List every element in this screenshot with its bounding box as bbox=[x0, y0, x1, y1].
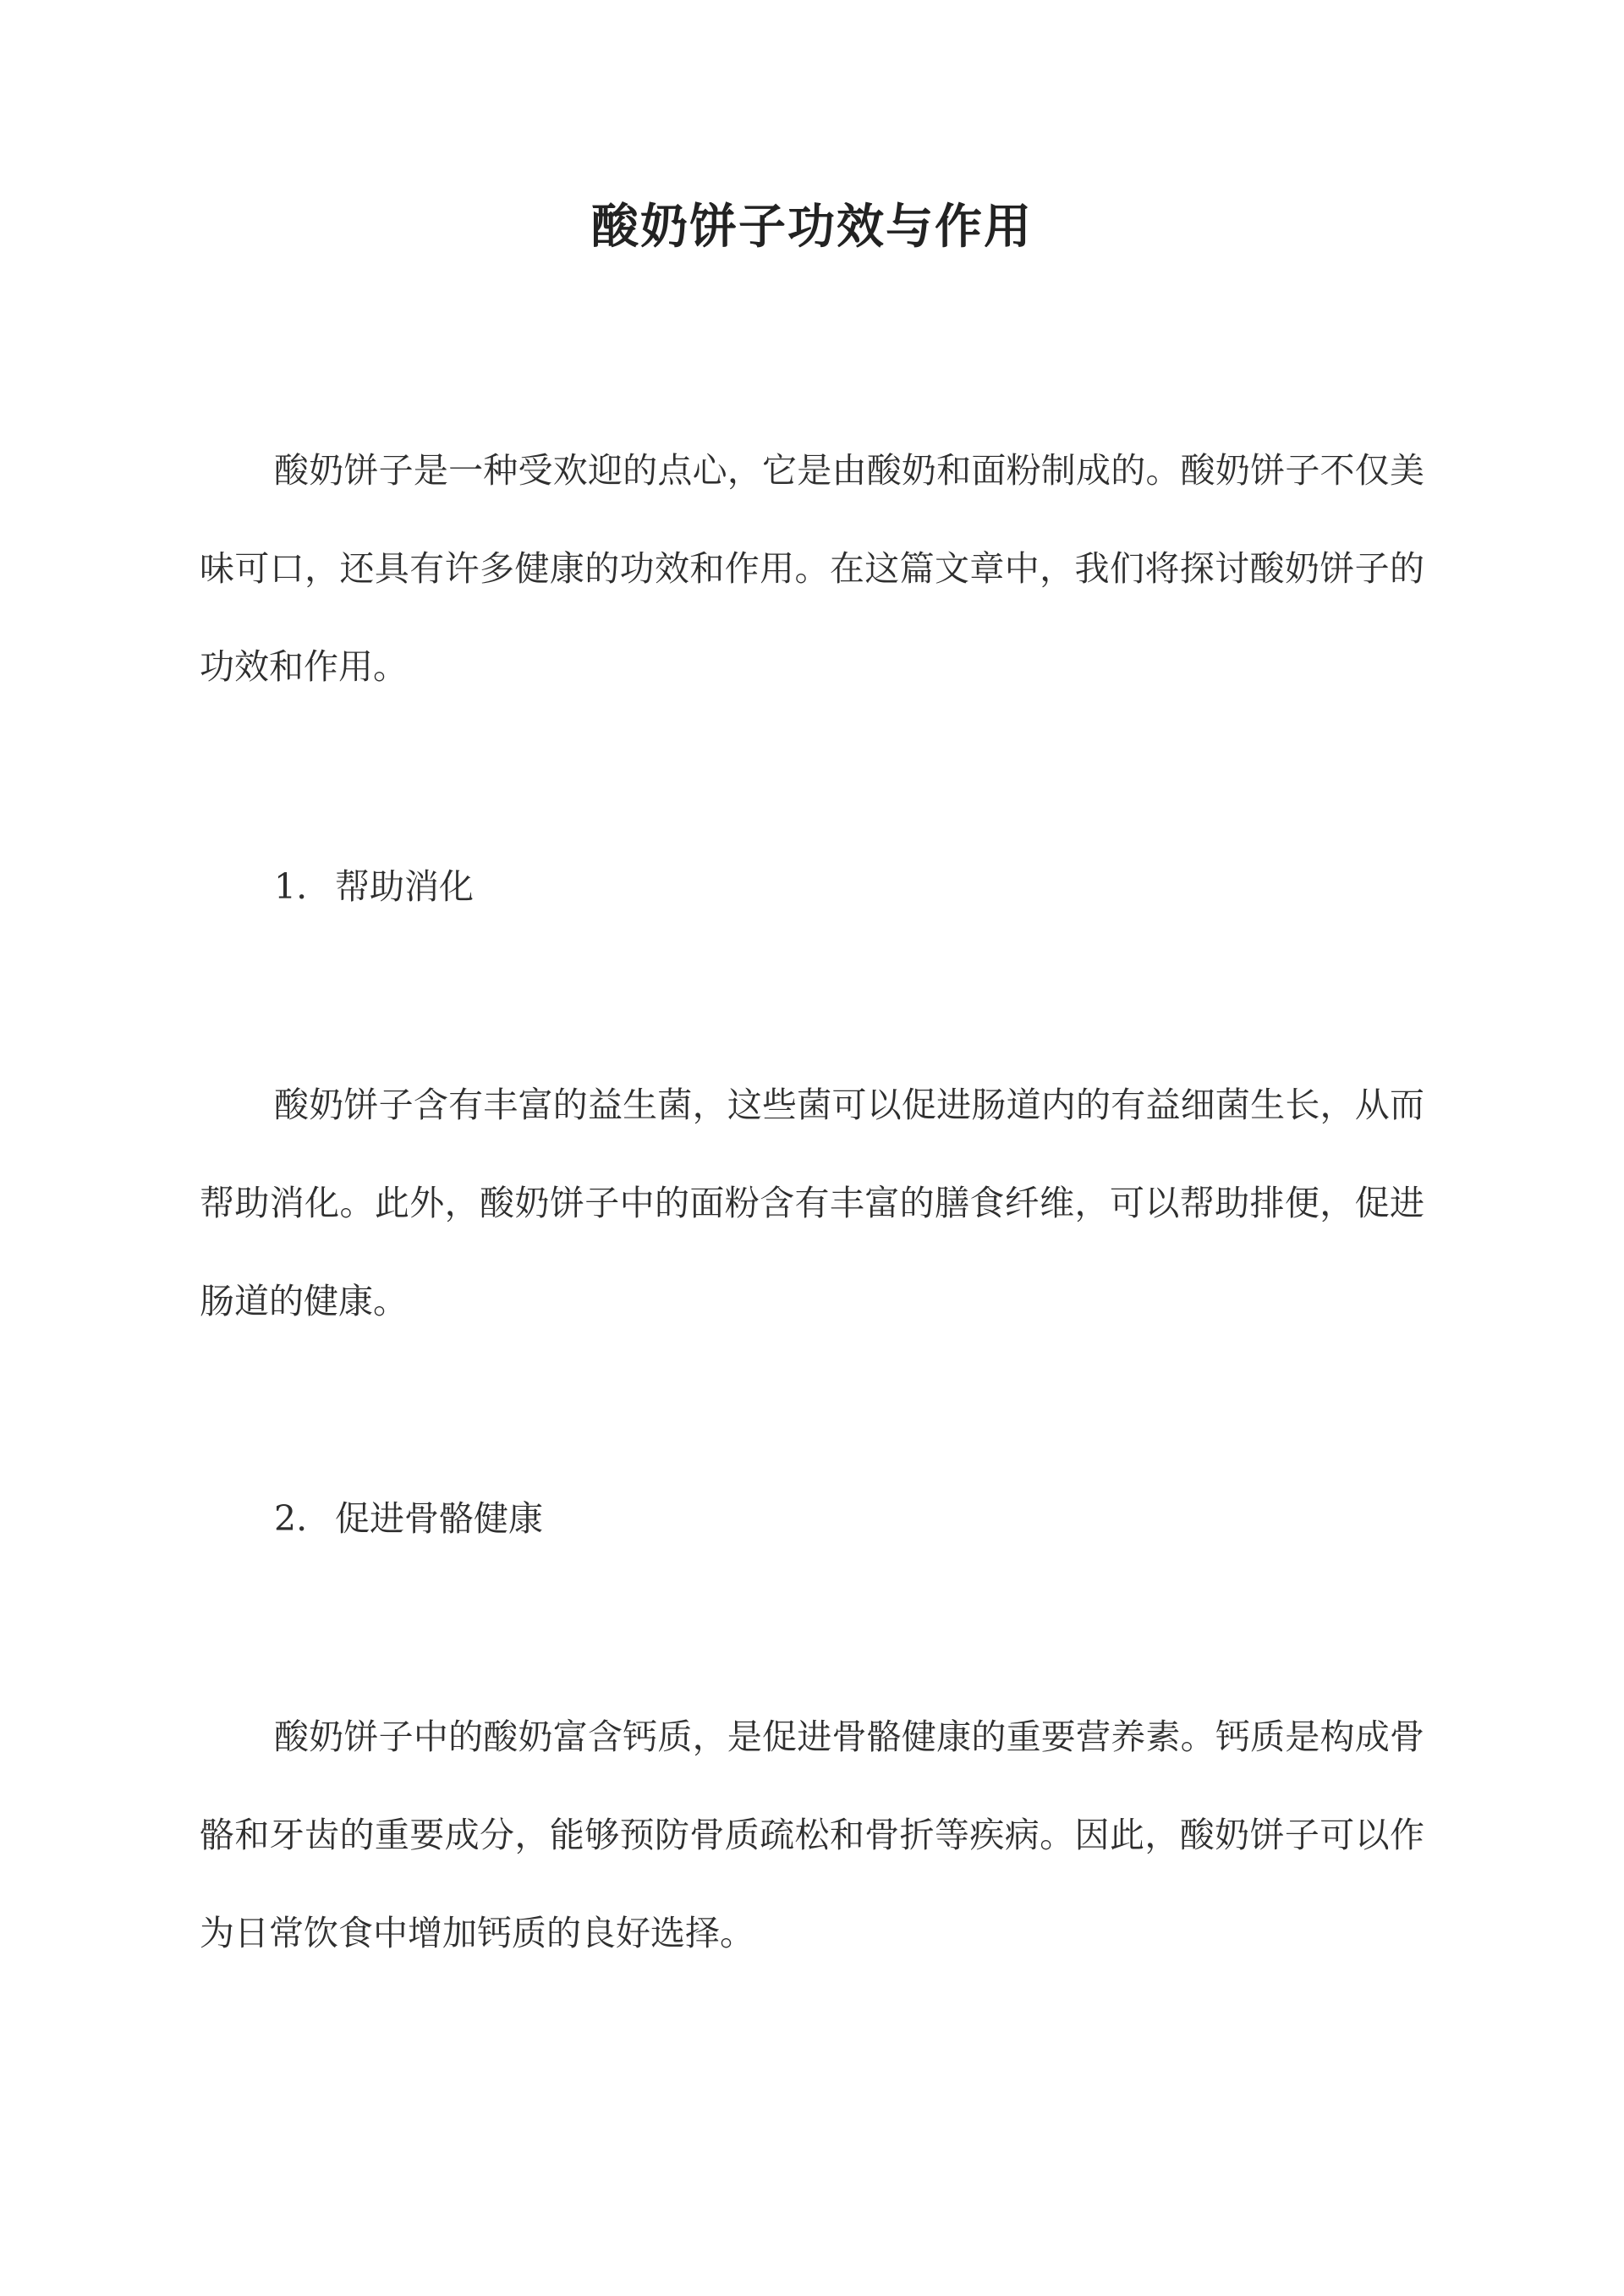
section-1-paragraph: 酸奶饼子含有丰富的益生菌，这些菌可以促进肠道内的有益细菌生长，从而帮助消化。此外，酸奶饼子中的面粉含有丰富的膳食纤维，可以帮助排便，促进肠道的健康。 bbox=[200, 1085, 1424, 1321]
section-heading-1 bbox=[274, 861, 474, 912]
section-title: 帮助消化 bbox=[335, 866, 474, 907]
section-number: 1. bbox=[274, 866, 308, 907]
section-2-paragraph: 酸奶饼子中的酸奶富含钙质，是促进骨骼健康的重要营养素。钙质是构成骨骼和牙齿的重要成分，能够预防骨质疏松和骨折等疾病。因此，酸奶饼子可以作为日常饮食中增加钙质的良好选择。 bbox=[200, 1717, 1424, 1953]
section-title: 促进骨骼健康 bbox=[335, 1498, 543, 1539]
intro-paragraph: 酸奶饼子是一种受欢迎的点心，它是由酸奶和面粉制成的。酸奶饼子不仅美味可口，还具有许多健康的功效和作用。在这篇文章中，我们将探讨酸奶饼子的功效和作用。 bbox=[200, 450, 1424, 687]
section-heading-2 bbox=[274, 1493, 543, 1544]
document-title: 酸奶饼子功效与作用 bbox=[591, 199, 1033, 255]
section-number: 2. bbox=[274, 1498, 308, 1539]
